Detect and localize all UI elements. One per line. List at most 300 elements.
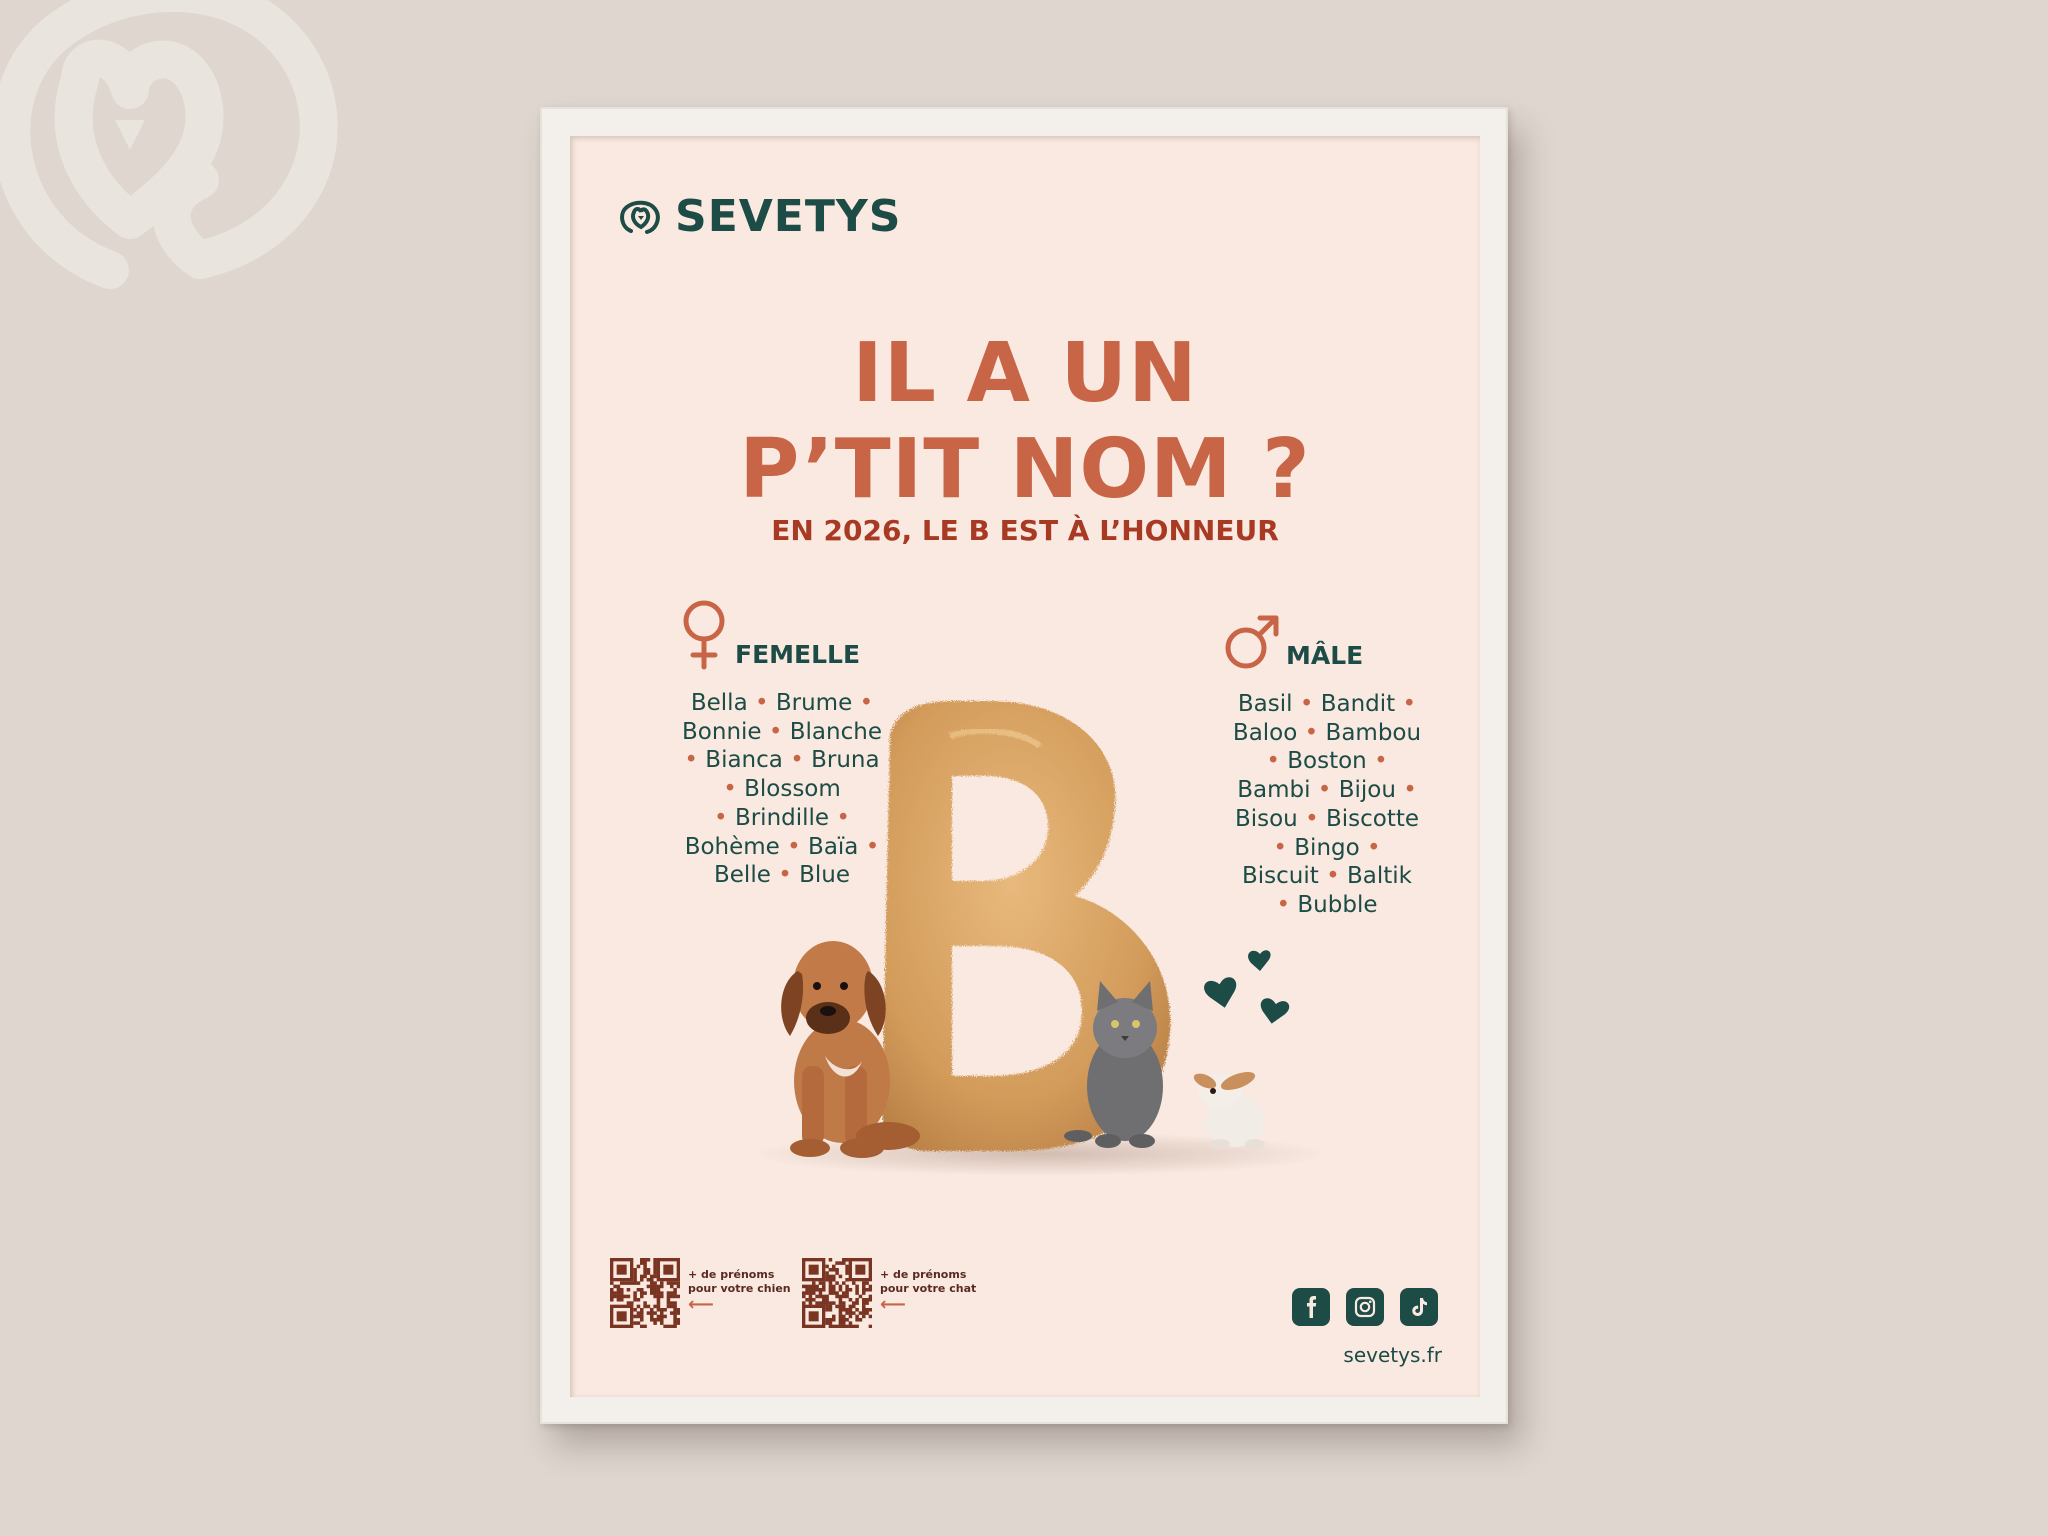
qr-module xyxy=(822,1295,826,1299)
qr-module xyxy=(845,1258,849,1262)
qr-module xyxy=(829,1281,833,1285)
qr-module xyxy=(643,1291,647,1295)
names-line: Biscuit • Baltik xyxy=(1242,863,1412,890)
brand-name: SEVETYS xyxy=(675,191,902,242)
qr-module xyxy=(839,1318,843,1322)
qr-finder xyxy=(809,1265,819,1275)
qr-code-cat[interactable] xyxy=(802,1258,872,1328)
names-line: • Blossom xyxy=(723,776,841,803)
qr-module xyxy=(640,1318,644,1322)
qr-module xyxy=(849,1325,853,1328)
qr-module xyxy=(839,1285,843,1289)
qr-module xyxy=(653,1271,657,1275)
qr-module xyxy=(620,1298,624,1302)
qr-module xyxy=(657,1318,661,1322)
qr-module xyxy=(859,1311,863,1315)
qr-module xyxy=(667,1281,671,1285)
arrow-left-icon: ⟵ xyxy=(688,1294,714,1315)
qr-module xyxy=(637,1298,641,1302)
qr-module xyxy=(825,1318,829,1322)
qr-module xyxy=(829,1325,833,1328)
qr-module xyxy=(862,1285,866,1289)
qr-module xyxy=(637,1321,641,1325)
qr-module xyxy=(862,1291,866,1295)
qr-module xyxy=(862,1288,866,1292)
qr-module xyxy=(802,1285,806,1289)
qr-module xyxy=(825,1271,829,1275)
qr-module xyxy=(855,1318,859,1322)
qr-module xyxy=(842,1308,846,1312)
qr-module xyxy=(677,1321,680,1325)
tiktok-icon[interactable] xyxy=(1400,1288,1438,1326)
qr-module xyxy=(670,1305,674,1309)
qr-module xyxy=(842,1281,846,1285)
qr-module xyxy=(842,1261,846,1265)
qr-module xyxy=(832,1278,836,1282)
qr-dog-names[interactable] xyxy=(610,1258,798,1328)
qr-module xyxy=(640,1295,644,1299)
qr-module xyxy=(805,1298,809,1302)
qr-module xyxy=(650,1281,654,1285)
qr-module xyxy=(845,1308,849,1312)
qr-module xyxy=(670,1281,674,1285)
qr-module xyxy=(825,1278,829,1282)
qr-module xyxy=(839,1288,843,1292)
female-names-list xyxy=(662,689,902,890)
qr-module xyxy=(653,1305,657,1309)
qr-module xyxy=(653,1321,657,1325)
qr-module xyxy=(650,1311,654,1315)
qr-module xyxy=(832,1325,836,1328)
qr-module xyxy=(640,1308,644,1312)
qr-module xyxy=(822,1298,826,1302)
qr-module xyxy=(842,1318,846,1322)
qr-module xyxy=(620,1281,624,1285)
poster xyxy=(570,136,1480,1397)
qr-module xyxy=(640,1261,644,1265)
qr-module xyxy=(660,1291,664,1295)
qr-module xyxy=(657,1285,661,1289)
qr-module xyxy=(670,1311,674,1315)
qr-module xyxy=(660,1285,664,1289)
qr-module xyxy=(620,1295,624,1299)
qr-module xyxy=(869,1325,872,1328)
male-symbol-icon xyxy=(1222,614,1282,672)
qr-module xyxy=(617,1288,621,1292)
qr-module xyxy=(663,1325,667,1328)
qr-module xyxy=(855,1291,859,1295)
qr-module xyxy=(845,1295,849,1299)
qr-module xyxy=(653,1265,657,1269)
headline-line-2: P’TIT NOM ? xyxy=(739,422,1311,517)
qr-module xyxy=(643,1325,647,1328)
qr-module xyxy=(845,1268,849,1272)
qr-module xyxy=(647,1258,651,1262)
qr-module xyxy=(839,1311,843,1315)
qr-module xyxy=(855,1285,859,1289)
qr-module xyxy=(617,1291,621,1295)
qr-module xyxy=(657,1291,661,1295)
qr-module xyxy=(633,1295,637,1299)
qr-module xyxy=(637,1281,641,1285)
qr-module xyxy=(673,1301,677,1305)
qr-module xyxy=(805,1285,809,1289)
qr-module xyxy=(819,1301,823,1305)
qr-module xyxy=(650,1315,654,1319)
qr-module xyxy=(673,1295,677,1299)
qr-module xyxy=(640,1311,644,1315)
qr-module xyxy=(809,1298,813,1302)
qr-module xyxy=(849,1298,853,1302)
qr-module xyxy=(822,1281,826,1285)
qr-module xyxy=(643,1265,647,1269)
qr-module xyxy=(835,1261,839,1265)
qr-module xyxy=(643,1305,647,1309)
qr-module xyxy=(623,1295,627,1299)
names-line: Bonnie • Blanche xyxy=(682,718,882,745)
qr-module xyxy=(657,1308,661,1312)
qr-module xyxy=(849,1315,853,1319)
qr-module xyxy=(869,1315,872,1319)
qr-module xyxy=(673,1305,677,1309)
qr-module xyxy=(835,1268,839,1272)
qr-module xyxy=(643,1271,647,1275)
qr-module xyxy=(673,1325,677,1328)
qr-module xyxy=(647,1271,651,1275)
qr-module xyxy=(812,1285,816,1289)
qr-module xyxy=(829,1268,833,1272)
qr-module xyxy=(822,1288,826,1292)
qr-module xyxy=(667,1291,671,1295)
qr-module xyxy=(643,1301,647,1305)
qr-module xyxy=(825,1308,829,1312)
qr-finder xyxy=(855,1265,865,1275)
names-line: Belle • Blue xyxy=(714,862,850,889)
names-line: Bella • Brume • xyxy=(690,690,874,716)
qr-module xyxy=(842,1295,846,1299)
qr-module xyxy=(613,1285,617,1289)
qr-module xyxy=(633,1298,637,1302)
qr-module xyxy=(650,1285,654,1289)
qr-module xyxy=(610,1295,614,1299)
qr-module xyxy=(677,1311,680,1315)
qr-module xyxy=(670,1285,674,1289)
qr-module xyxy=(653,1311,657,1315)
qr-module xyxy=(839,1275,843,1279)
qr-module xyxy=(673,1291,677,1295)
qr-module xyxy=(859,1318,863,1322)
female-symbol-icon xyxy=(677,599,731,671)
qr-module xyxy=(647,1311,651,1315)
subtitle: EN 2026, LE B EST À L’HONNEUR xyxy=(771,514,1279,547)
qr-module xyxy=(660,1318,664,1322)
qr-module xyxy=(839,1305,843,1309)
qr-module xyxy=(812,1281,816,1285)
qr-module xyxy=(849,1305,853,1309)
names-line: Bohème • Baïa • xyxy=(684,833,880,860)
qr-module xyxy=(643,1275,647,1279)
qr-code-dog[interactable] xyxy=(610,1258,680,1328)
qr-module xyxy=(839,1325,843,1328)
names-line: Baloo • Bambou xyxy=(1232,719,1422,746)
qr-module xyxy=(653,1318,657,1322)
qr-module xyxy=(637,1311,641,1315)
qr-module xyxy=(825,1265,829,1269)
qr-module xyxy=(839,1298,843,1302)
names-line: Bambi • Bijou • xyxy=(1237,777,1417,804)
names-line: • Bingo • xyxy=(1273,834,1381,861)
qr-module xyxy=(660,1281,664,1285)
qr-module xyxy=(653,1295,657,1299)
qr-module xyxy=(812,1291,816,1295)
qr-module xyxy=(673,1318,677,1322)
qr-module xyxy=(842,1301,846,1305)
qr-module xyxy=(667,1305,671,1309)
qr-module xyxy=(647,1268,651,1272)
qr-module xyxy=(829,1318,833,1322)
qr-module xyxy=(650,1278,654,1282)
qr-module xyxy=(812,1298,816,1302)
qr-module xyxy=(832,1291,836,1295)
qr-module xyxy=(617,1298,621,1302)
qr-module xyxy=(852,1305,856,1309)
qr-module xyxy=(845,1288,849,1292)
qr-module xyxy=(825,1275,829,1279)
qr-module xyxy=(825,1301,829,1305)
qr-module xyxy=(855,1301,859,1305)
qr-module xyxy=(825,1305,829,1309)
qr-module xyxy=(845,1311,849,1315)
qr-module xyxy=(673,1311,677,1315)
qr-module xyxy=(855,1315,859,1319)
qr-module xyxy=(650,1288,654,1292)
qr-module xyxy=(657,1305,661,1309)
qr-module xyxy=(673,1308,677,1312)
qr-module xyxy=(617,1295,621,1299)
qr-module xyxy=(832,1265,836,1269)
qr-module xyxy=(653,1275,657,1279)
qr-module xyxy=(869,1285,872,1289)
names-line: • Brindille • xyxy=(714,804,850,831)
qr-module xyxy=(842,1291,846,1295)
qr-module xyxy=(667,1295,671,1299)
qr-module xyxy=(660,1311,664,1315)
qr-module xyxy=(650,1291,654,1295)
qr-module xyxy=(845,1278,849,1282)
qr-module xyxy=(809,1301,813,1305)
qr-module xyxy=(855,1308,859,1312)
qr-module xyxy=(677,1281,680,1285)
qr-module xyxy=(819,1291,823,1295)
qr-module xyxy=(673,1281,677,1285)
qr-module xyxy=(862,1308,866,1312)
qr-module xyxy=(829,1308,833,1312)
qr-module xyxy=(839,1295,843,1299)
qr-module xyxy=(845,1265,849,1269)
qr-module xyxy=(610,1298,614,1302)
qr-module xyxy=(869,1298,872,1302)
qr-module xyxy=(617,1285,621,1289)
qr-module xyxy=(660,1295,664,1299)
qr-module xyxy=(865,1281,869,1285)
female-heading xyxy=(677,599,860,671)
qr-module xyxy=(660,1315,664,1319)
qr-module xyxy=(829,1305,833,1309)
qr-module xyxy=(610,1291,614,1295)
instagram-icon[interactable] xyxy=(1346,1288,1384,1326)
qr-module xyxy=(673,1288,677,1292)
qr-module xyxy=(633,1308,637,1312)
qr-module xyxy=(637,1288,641,1292)
qr-module xyxy=(653,1268,657,1272)
qr-module xyxy=(849,1308,853,1312)
qr-module xyxy=(673,1315,677,1319)
qr-module xyxy=(819,1295,823,1299)
qr-finder xyxy=(809,1311,819,1321)
qr-module xyxy=(865,1311,869,1315)
qr-module xyxy=(849,1311,853,1315)
qr-module xyxy=(829,1288,833,1292)
qr-module xyxy=(825,1298,829,1302)
qr-module xyxy=(862,1311,866,1315)
qr-module xyxy=(610,1281,614,1285)
qr-module xyxy=(627,1295,631,1299)
qr-module xyxy=(845,1291,849,1295)
qr-module xyxy=(869,1295,872,1299)
qr-module xyxy=(633,1321,637,1325)
qr-module xyxy=(845,1318,849,1322)
qr-module xyxy=(829,1301,833,1305)
qr-module xyxy=(819,1281,823,1285)
qr-cat-caption: + de prénoms pour votre chat ⟵ xyxy=(880,1268,990,1312)
qr-module xyxy=(677,1295,680,1299)
qr-module xyxy=(805,1288,809,1292)
qr-module xyxy=(835,1305,839,1309)
qr-module xyxy=(829,1278,833,1282)
qr-module xyxy=(667,1298,671,1302)
qr-module xyxy=(670,1301,674,1305)
qr-module xyxy=(653,1258,657,1262)
qr-module xyxy=(835,1291,839,1295)
hearts-decoration xyxy=(1203,950,1290,1026)
qr-module xyxy=(610,1288,614,1292)
qr-module xyxy=(832,1268,836,1272)
background-sevetys-logo-watermark xyxy=(0,0,420,380)
qr-module xyxy=(802,1295,806,1299)
qr-module xyxy=(620,1291,624,1295)
qr-module xyxy=(835,1325,839,1328)
qr-module xyxy=(640,1315,644,1319)
qr-module xyxy=(670,1291,674,1295)
qr-module xyxy=(633,1275,637,1279)
qr-module xyxy=(852,1325,856,1328)
qr-module xyxy=(677,1285,680,1289)
qr-module xyxy=(855,1325,859,1328)
qr-module xyxy=(633,1271,637,1275)
qr-module xyxy=(809,1295,813,1299)
qr-module xyxy=(842,1321,846,1325)
qr-module xyxy=(832,1301,836,1305)
qr-module xyxy=(829,1285,833,1289)
qr-dog-caption: + de prénoms pour votre chien ⟵ xyxy=(688,1268,798,1312)
qr-module xyxy=(815,1295,819,1299)
qr-module xyxy=(849,1288,853,1292)
qr-module xyxy=(650,1308,654,1312)
qr-module xyxy=(637,1315,641,1319)
qr-module xyxy=(825,1321,829,1325)
qr-module xyxy=(657,1288,661,1292)
qr-module xyxy=(667,1325,671,1328)
qr-module xyxy=(865,1288,869,1292)
qr-module xyxy=(859,1295,863,1299)
qr-module xyxy=(832,1315,836,1319)
qr-module xyxy=(825,1295,829,1299)
qr-module xyxy=(640,1278,644,1282)
qr-module xyxy=(835,1281,839,1285)
qr-module xyxy=(845,1325,849,1328)
picture-frame xyxy=(540,107,1508,1424)
qr-module xyxy=(633,1268,637,1272)
qr-module xyxy=(677,1308,680,1312)
qr-module xyxy=(839,1308,843,1312)
qr-module xyxy=(613,1291,617,1295)
qr-module xyxy=(613,1295,617,1299)
qr-module xyxy=(640,1291,644,1295)
names-line: • Bubble xyxy=(1276,891,1378,918)
qr-module xyxy=(869,1308,872,1312)
qr-module xyxy=(633,1315,637,1319)
facebook-icon[interactable] xyxy=(1292,1288,1330,1326)
qr-module xyxy=(653,1281,657,1285)
qr-module xyxy=(865,1301,869,1305)
qr-module xyxy=(653,1291,657,1295)
qr-module xyxy=(862,1301,866,1305)
qr-module xyxy=(640,1258,644,1262)
qr-module xyxy=(802,1291,806,1295)
qr-module xyxy=(862,1305,866,1309)
qr-finder xyxy=(617,1311,627,1321)
qr-module xyxy=(852,1311,856,1315)
qr-module xyxy=(835,1271,839,1275)
qr-cat-names[interactable] xyxy=(802,1258,990,1328)
male-heading xyxy=(1222,614,1363,672)
qr-module xyxy=(839,1301,843,1305)
qr-module xyxy=(815,1301,819,1305)
qr-module xyxy=(819,1288,823,1292)
qr-module xyxy=(845,1271,849,1275)
male-names-list xyxy=(1207,690,1447,920)
qr-module xyxy=(852,1281,856,1285)
qr-module xyxy=(842,1325,846,1328)
qr-module xyxy=(855,1298,859,1302)
qr-finder xyxy=(617,1265,627,1275)
qr-module xyxy=(845,1285,849,1289)
qr-module xyxy=(842,1258,846,1262)
website-link[interactable]: sevetys.fr xyxy=(1343,1343,1442,1367)
qr-module xyxy=(643,1258,647,1262)
qr-module xyxy=(805,1291,809,1295)
qr-module xyxy=(657,1315,661,1319)
qr-module xyxy=(862,1298,866,1302)
qr-module xyxy=(653,1285,657,1289)
qr-module xyxy=(815,1285,819,1289)
qr-module xyxy=(673,1321,677,1325)
qr-module xyxy=(677,1318,680,1322)
qr-module xyxy=(633,1278,637,1282)
qr-module xyxy=(829,1291,833,1295)
qr-module xyxy=(647,1305,651,1309)
qr-module xyxy=(829,1321,833,1325)
